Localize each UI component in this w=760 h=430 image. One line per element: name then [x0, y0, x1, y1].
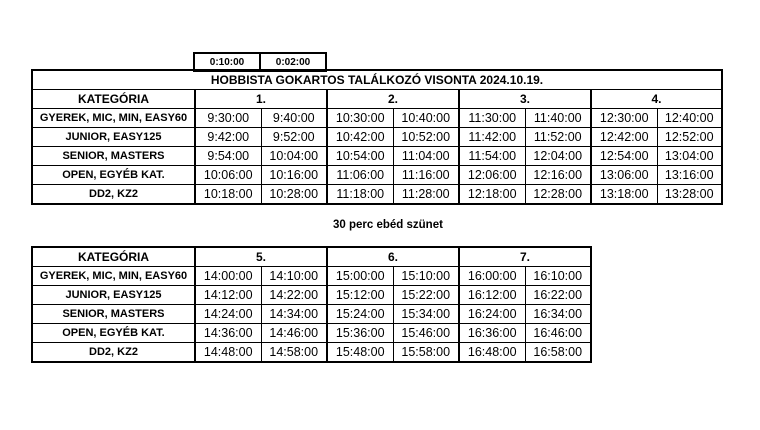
- time-cell: 16:12:00: [459, 286, 525, 305]
- round-header: 6.: [327, 247, 459, 267]
- time-cell: 12:18:00: [459, 185, 525, 205]
- category-cell: SENIOR, MASTERS: [32, 305, 195, 324]
- time-cell: 14:24:00: [195, 305, 261, 324]
- time-cell: 14:36:00: [195, 324, 261, 343]
- time-cell: 15:22:00: [393, 286, 459, 305]
- time-cell: 13:04:00: [657, 147, 722, 166]
- time-cell: 10:42:00: [327, 128, 393, 147]
- table-row: [32, 267, 591, 286]
- time-cell: 13:16:00: [657, 166, 722, 185]
- session-duration: 0:10:00: [194, 53, 260, 71]
- round-header: 4.: [591, 90, 722, 109]
- time-cell: 11:16:00: [393, 166, 459, 185]
- time-cell: 15:46:00: [393, 324, 459, 343]
- round-header: 2.: [327, 90, 459, 109]
- time-cell: 9:54:00: [195, 147, 261, 166]
- lunch-break-note: 30 perc ebéd szünet: [333, 219, 443, 231]
- schedule-table-morning: [31, 69, 723, 205]
- category-cell: DD2, KZ2: [32, 343, 195, 363]
- time-cell: 15:12:00: [327, 286, 393, 305]
- schedule-table-afternoon: [31, 246, 592, 363]
- time-cell: 10:16:00: [261, 166, 327, 185]
- time-cell: 16:36:00: [459, 324, 525, 343]
- time-cell: 11:28:00: [393, 185, 459, 205]
- time-cell: 9:40:00: [261, 109, 327, 128]
- time-cell: 11:18:00: [327, 185, 393, 205]
- time-cell: 15:00:00: [327, 267, 393, 286]
- time-cell: 11:54:00: [459, 147, 525, 166]
- time-cell: 12:42:00: [591, 128, 657, 147]
- time-cell: 16:34:00: [525, 305, 591, 324]
- time-cell: 14:12:00: [195, 286, 261, 305]
- time-cell: 11:42:00: [459, 128, 525, 147]
- table-row: [32, 324, 591, 343]
- time-cell: 11:40:00: [525, 109, 591, 128]
- table-row: [32, 109, 722, 128]
- category-cell: DD2, KZ2: [32, 185, 195, 205]
- page-title: HOBBISTA GOKARTOS TALÁLKOZÓ VISONTA 2024.10.19.: [32, 70, 722, 90]
- round-header: 7.: [459, 247, 591, 267]
- table-row: [32, 147, 722, 166]
- time-cell: 15:10:00: [393, 267, 459, 286]
- category-cell: OPEN, EGYÉB KAT.: [32, 324, 195, 343]
- time-cell: 15:36:00: [327, 324, 393, 343]
- category-header: KATEGÓRIA: [32, 90, 195, 109]
- time-cell: 12:04:00: [525, 147, 591, 166]
- time-cell: 16:22:00: [525, 286, 591, 305]
- table-row: [32, 343, 591, 363]
- time-cell: 12:16:00: [525, 166, 591, 185]
- time-cell: 9:42:00: [195, 128, 261, 147]
- time-cell: 10:52:00: [393, 128, 459, 147]
- time-cell: 14:00:00: [195, 267, 261, 286]
- table-row: [32, 185, 722, 205]
- time-cell: 12:30:00: [591, 109, 657, 128]
- table-row: [32, 128, 722, 147]
- table-row: [32, 166, 722, 185]
- time-cell: 12:06:00: [459, 166, 525, 185]
- time-cell: 15:58:00: [393, 343, 459, 363]
- time-cell: 14:48:00: [195, 343, 261, 363]
- time-cell: 10:28:00: [261, 185, 327, 205]
- round-header: 1.: [195, 90, 327, 109]
- time-cell: 14:34:00: [261, 305, 327, 324]
- category-header: KATEGÓRIA: [32, 247, 195, 267]
- time-cell: 16:58:00: [525, 343, 591, 363]
- time-cell: 9:30:00: [195, 109, 261, 128]
- time-cell: 14:22:00: [261, 286, 327, 305]
- time-cell: 16:46:00: [525, 324, 591, 343]
- time-cell: 11:06:00: [327, 166, 393, 185]
- time-cell: 15:48:00: [327, 343, 393, 363]
- time-cell: 10:04:00: [261, 147, 327, 166]
- time-cell: 10:18:00: [195, 185, 261, 205]
- time-cell: 14:46:00: [261, 324, 327, 343]
- time-cell: 12:54:00: [591, 147, 657, 166]
- time-cell: 10:40:00: [393, 109, 459, 128]
- time-cell: 9:52:00: [261, 128, 327, 147]
- time-cell: 14:58:00: [261, 343, 327, 363]
- round-header: 3.: [459, 90, 591, 109]
- time-cell: 16:10:00: [525, 267, 591, 286]
- round-header: 5.: [195, 247, 327, 267]
- time-cell: 12:52:00: [657, 128, 722, 147]
- time-cell: 14:10:00: [261, 267, 327, 286]
- time-cell: 13:28:00: [657, 185, 722, 205]
- category-cell: OPEN, EGYÉB KAT.: [32, 166, 195, 185]
- time-cell: 13:06:00: [591, 166, 657, 185]
- table-row: [32, 305, 591, 324]
- time-cell: 10:30:00: [327, 109, 393, 128]
- time-cell: 10:06:00: [195, 166, 261, 185]
- time-cell: 11:04:00: [393, 147, 459, 166]
- category-cell: JUNIOR, EASY125: [32, 128, 195, 147]
- time-cell: 13:18:00: [591, 185, 657, 205]
- gap-duration: 0:02:00: [260, 53, 326, 71]
- category-cell: JUNIOR, EASY125: [32, 286, 195, 305]
- time-cell: 12:40:00: [657, 109, 722, 128]
- category-cell: GYEREK, MIC, MIN, EASY60: [32, 267, 195, 286]
- time-cell: 11:52:00: [525, 128, 591, 147]
- category-cell: GYEREK, MIC, MIN, EASY60: [32, 109, 195, 128]
- time-cell: 16:24:00: [459, 305, 525, 324]
- category-cell: SENIOR, MASTERS: [32, 147, 195, 166]
- time-cell: 12:28:00: [525, 185, 591, 205]
- time-cell: 15:34:00: [393, 305, 459, 324]
- time-cell: 15:24:00: [327, 305, 393, 324]
- time-cell: 16:48:00: [459, 343, 525, 363]
- time-cell: 10:54:00: [327, 147, 393, 166]
- table-row: [32, 286, 591, 305]
- time-cell: 16:00:00: [459, 267, 525, 286]
- time-cell: 11:30:00: [459, 109, 525, 128]
